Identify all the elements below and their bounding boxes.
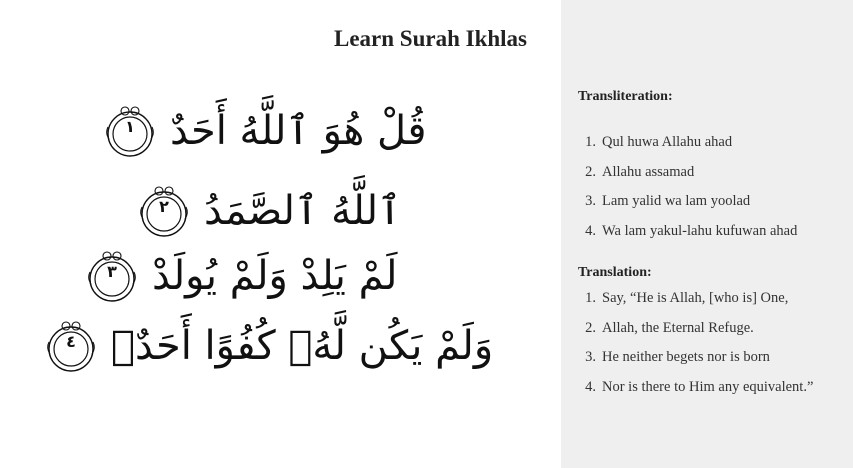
item-text: Say, “He is Allah, [who is] One, xyxy=(602,290,789,306)
list-item xyxy=(578,193,797,223)
list-item xyxy=(578,320,813,350)
translation-heading: Translation: xyxy=(578,265,652,280)
verse-3 xyxy=(86,248,397,304)
transliteration-list xyxy=(578,134,797,252)
verse-text: لَمْ يَلِدْ وَلَمْ يُولَدْ xyxy=(152,253,398,299)
item-text: He neither begets nor is born xyxy=(602,349,770,365)
list-item xyxy=(578,164,797,194)
verse-marker-icon xyxy=(138,183,190,239)
verse-marker-icon xyxy=(86,248,138,304)
transliteration-heading: Transliteration: xyxy=(578,89,673,104)
item-number: 2. xyxy=(585,319,596,336)
verse-number: ٣ xyxy=(107,262,117,281)
item-text: Allahu assamad xyxy=(602,163,695,180)
item-number: 3. xyxy=(585,349,596,365)
verse-number: ٢ xyxy=(159,197,169,216)
verse-text: ٱللَّهُ ٱلصَّمَدُ xyxy=(204,188,402,234)
list-item xyxy=(578,223,797,253)
verse-text: قُلْ هُوَ ٱللَّهُ أَحَدٌ xyxy=(170,108,427,154)
item-text: Qul huwa Allahu ahad xyxy=(602,134,733,150)
list-item xyxy=(578,379,813,409)
item-text: Allah, the Eternal Refuge. xyxy=(602,319,754,336)
item-number: 1. xyxy=(585,290,596,306)
item-number: 3. xyxy=(585,193,596,209)
verse-2 xyxy=(138,183,401,239)
item-text: Wa lam yakul-lahu kufuwan ahad xyxy=(602,222,798,239)
item-number: 2. xyxy=(585,163,596,180)
list-item xyxy=(578,349,813,379)
verse-number: ١ xyxy=(125,117,135,136)
verse-marker-icon xyxy=(104,103,156,159)
verse-4 xyxy=(45,318,493,374)
verse-number: ٤ xyxy=(66,332,76,351)
list-item xyxy=(578,290,813,320)
translation-list xyxy=(578,290,813,408)
item-number: 4. xyxy=(585,222,596,239)
page-title: Learn Surah Ikhlas xyxy=(333,26,527,51)
verse-1 xyxy=(104,103,426,159)
verse-text: وَلَمْ يَكُن لَّهُۥ كُفُوًا أَحَدٌۢ xyxy=(111,323,494,369)
item-number: 4. xyxy=(585,378,596,395)
item-text: Lam yalid wa lam yoolad xyxy=(602,193,751,209)
item-text: Nor is there to Him any equivalent.” xyxy=(602,378,814,395)
list-item xyxy=(578,134,797,164)
verse-marker-icon xyxy=(45,318,97,374)
item-number: 1. xyxy=(585,134,596,150)
